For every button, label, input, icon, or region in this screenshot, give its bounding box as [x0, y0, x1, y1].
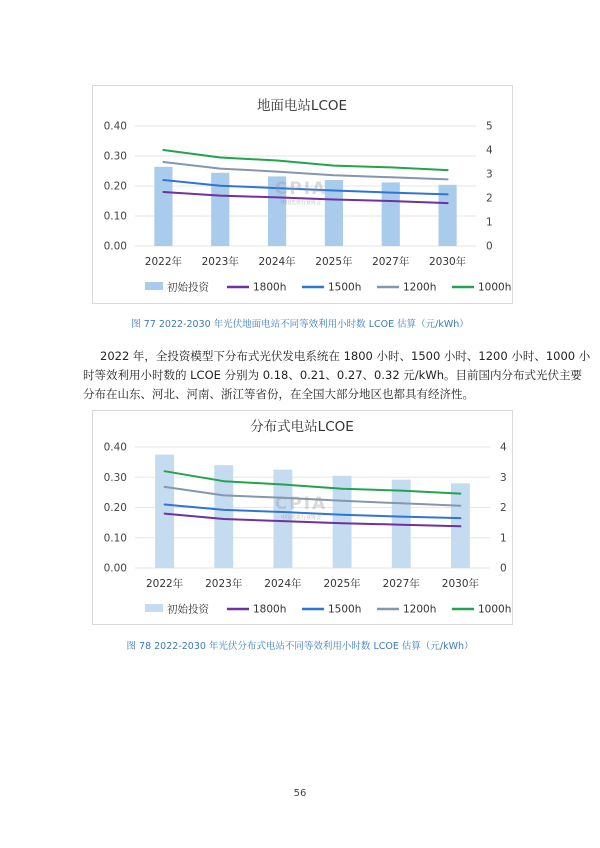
body-paragraph	[83, 347, 591, 404]
bar-initial-investment	[211, 173, 229, 246]
figure-caption-77: 图 77 2022-2030 年光伏地面电站不同等效利用小时数 LCOE 估算（元/kWh）	[131, 319, 469, 330]
legend-label: 1800h	[253, 281, 287, 294]
chart-ground-lcoe-svg	[93, 86, 512, 303]
y-tick-label-right: 2	[500, 502, 507, 514]
x-tick-label: 2030年	[428, 256, 467, 268]
legend-label: 1500h	[328, 603, 362, 616]
y-tick-label-right: 1	[486, 216, 493, 229]
y-tick-label-right: 0	[500, 562, 507, 575]
y-tick-label-left: 0.30	[103, 471, 127, 484]
legend-label: 1000h	[478, 603, 512, 616]
chart-distributed-lcoe-svg	[93, 411, 512, 624]
chart-title: 地面电站LCOE	[256, 98, 348, 114]
chart-distributed-lcoe	[92, 410, 513, 625]
legend-swatch-bar	[145, 282, 163, 290]
y-tick-label-right: 4	[486, 144, 493, 157]
y-tick-label-left: 0.40	[103, 120, 127, 133]
y-tick-label-right: 1	[500, 532, 507, 545]
y-tick-label-left: 0.10	[103, 532, 127, 545]
bar-initial-investment	[154, 167, 172, 246]
y-tick-label-right: 4	[500, 441, 507, 454]
x-tick-label: 2030年	[441, 578, 480, 590]
chart-title: 分布式电站LCOE	[250, 419, 354, 435]
paragraph-line-1: 2022 年，全投资模型下分布式光伏发电系统在 1800 小时、1500 小时、1200 小时、1000 小	[100, 349, 591, 363]
watermark-text: 中国光伏行业协会	[280, 200, 321, 206]
y-tick-label-left: 0.30	[103, 150, 127, 163]
x-tick-label: 2025年	[315, 256, 353, 268]
y-tick-label-left: 0.20	[103, 180, 127, 193]
x-tick-label: 2022年	[145, 578, 184, 590]
x-tick-label: 2027年	[382, 578, 420, 590]
series-line-1200h	[165, 487, 461, 506]
y-tick-label-right: 3	[500, 471, 507, 484]
watermark-logo: CPIA	[274, 179, 328, 199]
legend-label: 初始投资	[167, 281, 209, 294]
page-number: 56	[293, 788, 307, 799]
watermark-logo: CPIA	[274, 494, 328, 514]
legend-swatch-bar	[145, 604, 163, 612]
x-tick-label: 2023年	[201, 256, 239, 268]
y-tick-label-left: 0.10	[103, 210, 127, 223]
y-tick-label-right: 5	[486, 120, 493, 133]
legend-label: 1200h	[403, 603, 437, 616]
legend-label: 1800h	[253, 603, 287, 616]
x-tick-label: 2024年	[258, 256, 296, 268]
series-line-1500h	[163, 180, 447, 194]
paragraph-line-3: 分布在山东、河北、河南、浙江等省份，在全国大部分地区也都具有经济性。	[83, 387, 474, 401]
series-line-1800h	[165, 514, 461, 527]
legend-label: 初始投资	[167, 603, 209, 616]
x-tick-label: 2025年	[323, 578, 361, 590]
y-tick-label-right: 3	[486, 168, 493, 181]
y-tick-label-left: 0.40	[103, 441, 127, 454]
x-tick-label: 2024年	[264, 578, 302, 590]
legend-label: 1200h	[403, 281, 437, 294]
x-tick-label: 2027年	[372, 256, 410, 268]
series-line-1000h	[165, 471, 461, 493]
y-tick-label-left: 0.00	[103, 562, 127, 575]
figure-caption-78: 图 78 2022-2030 年光伏分布式电站不同等效利用小时数 LCOE 估算（元/kWh）	[126, 641, 474, 652]
series-line-1200h	[163, 162, 447, 179]
series-line-1500h	[165, 505, 461, 519]
x-tick-label: 2023年	[205, 578, 243, 590]
paragraph-line-2: 时等效利用小时数的 LCOE 分别为 0.18、0.21、0.27、0.32 元/kWh。目前国内分布式光伏主要	[83, 368, 582, 382]
chart-ground-lcoe	[92, 85, 513, 304]
legend-label: 1000h	[478, 281, 512, 294]
y-tick-label-left: 0.00	[103, 240, 127, 253]
y-tick-label-right: 2	[486, 192, 493, 205]
watermark-text: 中国光伏行业协会	[280, 515, 321, 521]
y-tick-label-left: 0.20	[103, 502, 127, 514]
y-tick-label-right: 0	[486, 240, 493, 253]
legend-label: 1500h	[328, 281, 362, 294]
x-tick-label: 2022年	[144, 256, 183, 268]
